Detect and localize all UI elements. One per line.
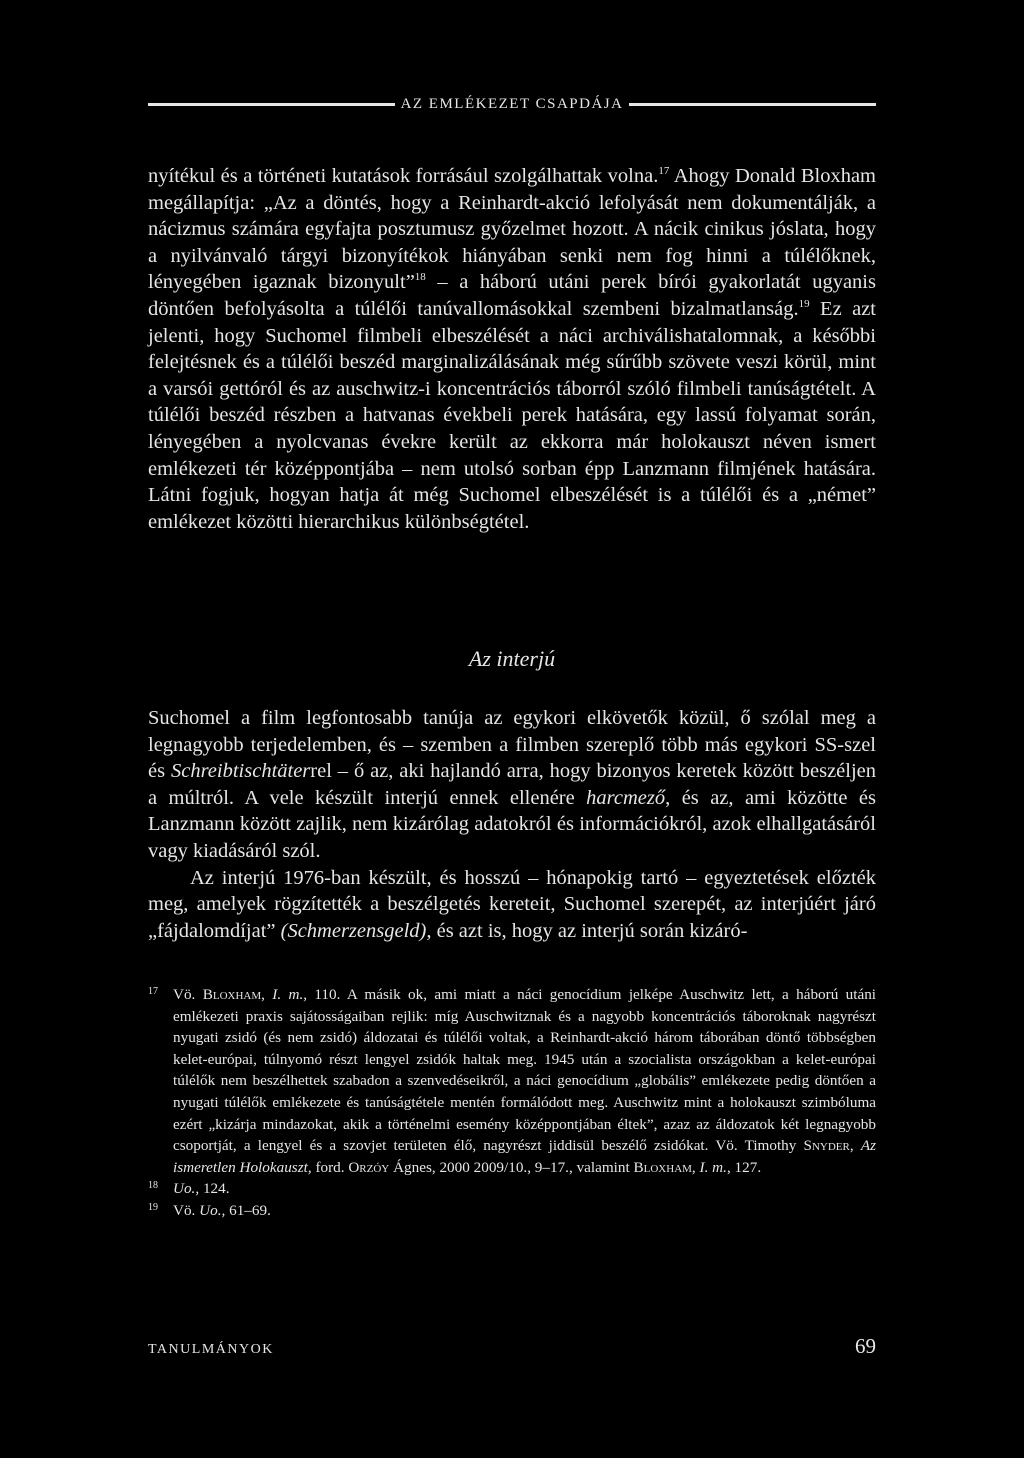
fn17-ref-im-2: I. m. [699, 1158, 727, 1176]
fn17-text-e: ford. [311, 1158, 349, 1176]
footnote-number-18: 18 [148, 1180, 158, 1192]
fn17-ref-im: I. m. [272, 986, 304, 1003]
intro-paragraph [148, 163, 876, 535]
section-paragraph-1 [148, 705, 876, 865]
header-rule-right [629, 103, 876, 106]
section-heading: Az interjú [468, 646, 556, 671]
p1-term-schreibtischtater: Schreibtischtäter [170, 760, 311, 783]
p1-text-c: , és az, ami közötte és Lanzmann között zajlik, nem kizárólag adatokról és információkról, azok elhallgatásáról vagy kiadásáról szól. [148, 786, 876, 862]
intro-text [148, 163, 876, 535]
fn19-text-b: , 61–69. [221, 1201, 271, 1219]
fn17-translator-orzoy: Orzóy [348, 1158, 390, 1176]
fn17-author-bloxham: Bloxham [202, 986, 262, 1003]
page-number: 69 [855, 1334, 876, 1358]
section-body [148, 705, 876, 944]
fn18-text-a: , 124. [195, 1180, 230, 1198]
p2-text-a: Az interjú 1976-ban készült, és hosszú – hónapokig tartó – egyeztetések előzték meg, amelyek rögzítették a beszélgetés kereteit, Suchomel szerepét, az interjúért járó „fájdalomdíjat” [148, 866, 876, 942]
fn19-ref-uo: Uo. [199, 1201, 222, 1219]
section-paragraph-2 [148, 865, 876, 945]
fn17-text-h: , 127. [726, 1158, 762, 1176]
fn17-text-d: , [849, 1137, 861, 1155]
footnotes [148, 984, 876, 1222]
footnote-19 [148, 1200, 876, 1222]
footnote-number-19: 19 [148, 1201, 158, 1213]
p2-term-schmerzensgeld: (Schmerzensgeld), [280, 919, 432, 942]
fn17-text-g: , [691, 1158, 700, 1176]
fn17-text-b: , [261, 986, 273, 1003]
footnote-18 [148, 1178, 876, 1200]
footnote-ref-17: 17 [658, 165, 670, 178]
footnote-ref-19: 19 [798, 298, 810, 311]
footnote-number-17: 17 [148, 986, 158, 997]
intro-sentence-2: Ahogy Donald Bloxham megállapítja: „Az a döntés, hogy a Reinhardt-akció lefolyását nem dokumentálják, a nácizmus számára egyfajta posztumusz győzelmet hozott. A nácik cinikus jóslata, hogy a nyilvánvaló tárgyi bizonyítékok hiányában senki nem fog hinni a túlélőknek, lényegében igaznak bizonyult” [148, 165, 876, 294]
page-footer [148, 1334, 876, 1359]
fn17-author-snyder: Snyder [803, 1137, 850, 1155]
fn17-book-title: Az ismeretlen Holokauszt, [173, 1137, 876, 1176]
footer-section-name: TANULMÁNYOK [148, 1342, 274, 1357]
p1-text-b: rel – ő az, aki hajlandó arra, hogy bizonyos keretek között beszéljen a múltról. A vele készült interjú ennek ellenére [148, 760, 877, 809]
running-header-title: AZ EMLÉKEZET CSAPDÁJA [400, 95, 624, 112]
fn18-ref-uo: Uo. [173, 1180, 196, 1198]
footnote-ref-18: 18 [414, 271, 426, 284]
header-rule-left [148, 103, 395, 106]
footnote-17 [148, 984, 876, 1178]
intro-sentence-4: Ez azt jelenti, hogy Suchomel filmbeli elbeszélését a náci archiválishatalomnak, a későbbi felejtésnek és a túlélői beszéd marginalizálásának még sűrűbb szövete veszi körül, mint a varsói gettóról és az auschwitz-i koncentrációs táborról szóló filmbeli tanúságtételt. A túlélői beszéd részben a hatvanas évekbeli perek hatására, egy lassú folyamat során, lényegében a nyolcvanas évekre került az ekkorra már holokauszt néven ismert emlékezeti tér középpontjába – nem utolsó sorban épp Lanzmann filmjének hatására. Látni fogjuk, hogyan hatja át még Suchomel elbeszélését is a túlélői és a „német” emlékezet közötti hierarchikus különbségtétel. [148, 297, 876, 533]
p1-text-a: Suchomel a film legfontosabb tanúja az egykori elkövetők közül, ő szólal meg a legnagyobb terjedelemben, és – szemben a filmben szereplő több más egykori SS-szel és [148, 707, 876, 783]
p2-text-b: és azt is, hogy az interjú során kizáró- [431, 919, 748, 942]
intro-sentence-3: – a háború utáni perek bírói gyakorlatát ugyanis döntően befolyásolta a túlélői tanúvallomásokkal szembeni bizalmatlanság. [148, 271, 876, 320]
fn17-text-c: , 110. A másik ok, ami miatt a náci genocídium jelképe Auschwitz lett, a háború utáni emlékezeti praxis sajátosságaiban rejlik: míg Auschwitznak és a nagyobb koncentrációs táboroknak nagyrészt nyugati zsidó (és nem zsidó) áldozatai és túlélői voltak, a Reinhardt-akció három táborában döntő többségben kelet-európai, túlnyomó részt lengyel zsidók haltak meg. 1945 után a szocialista országokban a kelet-európai túlélők nem beszélhettek szabadon a szenvedéseikről, a náci genocídium „globális” emlékezete pedig döntően a nyugati túlélők emlékezete és tanúságtétele mentén formálódott meg. Auschwitz mint a holokauszt szimbóluma ezért „kizárja mindazokat, akik a történelmi esemény középpontjában éltek”, azaz az áldozatok két legnagyobb csoportját, a lengyel és a szovjet területen élő, nagyrészt jiddisül beszélő zsidókat. Vö. Timothy [173, 986, 877, 1155]
fn19-text-a: Vö. [173, 1201, 200, 1219]
running-header [148, 92, 876, 116]
fn17-text-a: Vö. [173, 986, 203, 1003]
p1-term-harcmezo: harcmező [586, 786, 666, 809]
fn17-text-f: Ágnes, 2000 2009/10., 9–17., valamint [389, 1158, 634, 1176]
intro-sentence-1: nyítékul és a történeti kutatások forrásául szolgálhattak volna. [148, 165, 659, 187]
fn17-author-bloxham-2: Bloxham [633, 1158, 692, 1176]
